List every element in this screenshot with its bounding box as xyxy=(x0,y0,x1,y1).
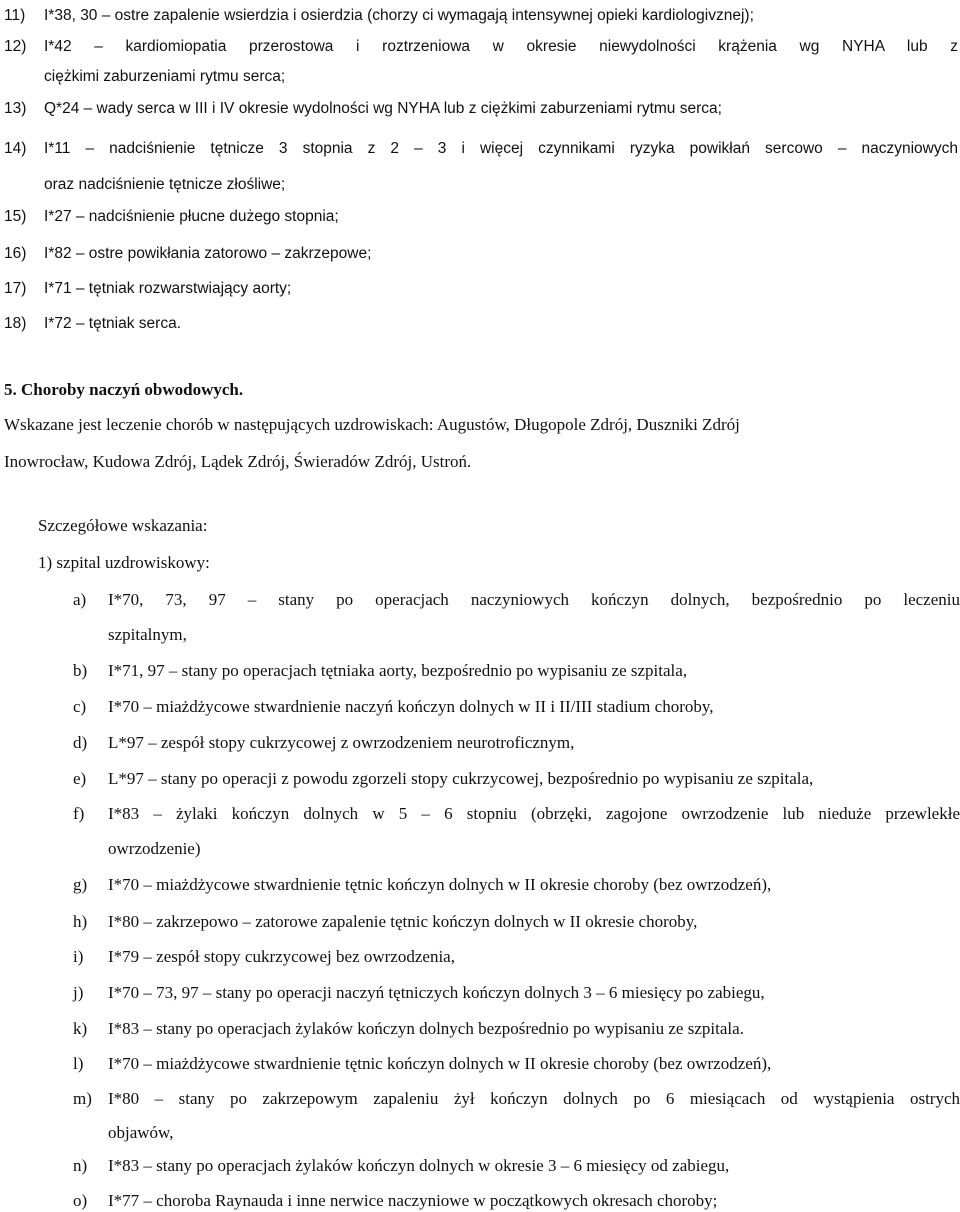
list-item-14: 14) I*11 – nadciśnienie tętnicze 3 stopnia z 2 – 3 i więcej czynnikami ryzyka powikłań sercowo – naczyniowych xyxy=(4,140,958,157)
list-item-cont: szpitalnym, xyxy=(108,625,187,644)
item-label: a) xyxy=(73,590,87,609)
item-label: n) xyxy=(73,1156,88,1175)
item-label: m) xyxy=(73,1089,92,1108)
item-text: L*97 – zespół stopy cukrzycowej z owrzodzeniem neurotroficznym, xyxy=(108,733,575,752)
item-text: I*70 – 73, 97 – stany po operacji naczyń tętniczych kończyn dolnych 3 – 6 miesięcy po zabiegu, xyxy=(108,983,765,1002)
item-text: I*71, 97 – stany po operacjach tętniaka aorty, bezpośrednio po wypisaniu ze szpitala, xyxy=(108,661,688,680)
item-label: f) xyxy=(73,804,85,823)
item-text: I*79 – zespół stopy cukrzycowej bez owrzodzenia, xyxy=(108,947,455,966)
item-text: I*70, 73, 97 – stany po operacjach naczyniowych kończyn dolnych, bezpośrednio po leczeniu xyxy=(108,590,960,609)
detail-heading: Szczegółowe wskazania: xyxy=(38,516,208,535)
item-text: L*97 – stany po operacji z powodu zgorzeli stopy cukrzycowej, bezpośrednio po wypisaniu ze szpitala, xyxy=(108,769,814,788)
list-item-12-cont: ciężkimi zaburzeniami rytmu serca; xyxy=(44,68,286,85)
item-label: o) xyxy=(73,1191,88,1210)
item-label: g) xyxy=(73,875,88,894)
item-label: d) xyxy=(73,733,88,752)
item-label: j) xyxy=(73,983,84,1002)
list-item-13: 13) Q*24 – wady serca w III i IV okresie wydolności wg NYHA lub z ciężkimi zaburzeniami rytmu serca; xyxy=(4,100,722,117)
item-text: I*83 – stany po operacjach żylaków kończyn dolnych w okresie 3 – 6 miesięcy od zabiegu, xyxy=(108,1156,730,1175)
item-label: e) xyxy=(73,769,87,788)
item-text: I*70 – miażdżycowe stwardnienie naczyń kończyn dolnych w II i II/III stadium choroby, xyxy=(108,697,714,716)
item-text: I*80 – stany po zakrzepowym zapaleniu żył kończyn dolnych po 6 miesiącach od wystąpienia ostrych xyxy=(108,1089,960,1108)
list-item-14-cont: oraz nadciśnienie tętnicze złośliwe; xyxy=(44,176,286,193)
item-text: I*70 – miażdżycowe stwardnienie tętnic kończyn dolnych w II okresie choroby (bez owrzodzeń), xyxy=(108,875,772,894)
list-item-cont: objawów, xyxy=(108,1123,174,1142)
item-label: k) xyxy=(73,1019,88,1038)
item-label: h) xyxy=(73,912,88,931)
list-item-18: 18) I*72 – tętniak serca. xyxy=(4,315,181,332)
list-item-15: 15) I*27 – nadciśnienie płucne dużego stopnia; xyxy=(4,208,339,225)
subsection-title: 1) szpital uzdrowiskowy: xyxy=(38,553,210,572)
item-label: b) xyxy=(73,661,88,680)
list-item-11: 11) I*38, 30 – ostre zapalenie wsierdzia i osierdzia (chorzy ci wymagają intensywnej opieki kardiologivznej); xyxy=(4,7,754,24)
item-text: I*80 – zakrzepowo – zatorowe zapalenie tętnic kończyn dolnych w II okresie choroby, xyxy=(108,912,698,931)
list-item-17: 17) I*71 – tętniak rozwarstwiający aorty; xyxy=(4,280,292,297)
list-item-12: 12) I*42 – kardiomiopatia przerostowa i roztrzeniowa w okresie niewydolności krążenia wg NYHA lub z xyxy=(4,38,958,55)
item-text: I*70 – miażdżycowe stwardnienie tętnic kończyn dolnych w II okresie choroby (bez owrzodzeń), xyxy=(108,1054,772,1073)
item-text: I*83 – żylaki kończyn dolnych w 5 – 6 stopniu (obrzęki, zagojone owrzodzenie lub nieduże przewlekłe xyxy=(108,804,960,823)
intro-line-2: Inowrocław, Kudowa Zdrój, Lądek Zdrój, Świeradów Zdrój, Ustroń. xyxy=(4,452,472,471)
item-text: I*83 – stany po operacjach żylaków kończyn dolnych bezpośrednio po wypisaniu ze szpitala. xyxy=(108,1019,744,1038)
item-label: c) xyxy=(73,697,87,716)
section-heading: 5. Choroby naczyń obwodowych. xyxy=(4,380,244,399)
list-item-16: 16) I*82 – ostre powikłania zatorowo – zakrzepowe; xyxy=(4,245,372,262)
item-label: i) xyxy=(73,947,84,966)
list-item-cont: owrzodzenie) xyxy=(108,839,201,858)
item-label: l) xyxy=(73,1054,84,1073)
intro-line-1: Wskazane jest leczenie chorób w następujących uzdrowiskach: Augustów, Długopole Zdrój, Duszniki Zdrój xyxy=(4,415,740,434)
item-text: I*77 – choroba Raynauda i inne nerwice naczyniowe w początkowych okresach choroby; xyxy=(108,1191,718,1210)
